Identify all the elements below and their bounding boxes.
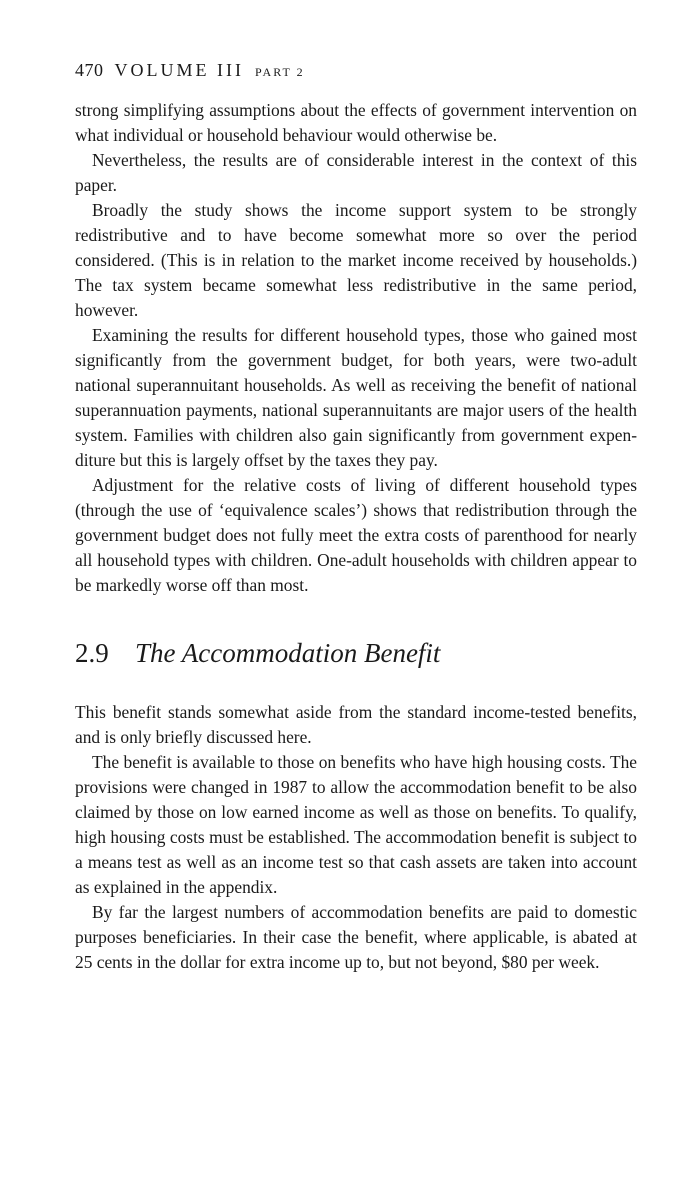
paragraph: The benefit is available to those on benefits who have high housing costs. The provisions were changed in 1987 to allow the accommodation benefit to be also claimed by those on low earned income as well as those on benefits. To qualify, high housing costs must be established. The accommodation benefit is subject to a means test as well as an income test so that cash assets are taken into account as explained in the appendix. [75, 752, 637, 897]
page-number: 470 [75, 60, 104, 80]
page [75, 58, 637, 975]
paragraph: Nevertheless, the results are of considerable interest in the context of this paper. [75, 150, 637, 195]
paragraph: Broadly the study shows the income support system to be strongly redistributive and to have become somewhat more so over the period considered. (This is in relation to the market income received by households.) The tax system became somewhat less redistributive in the same period, however. [75, 200, 637, 320]
volume-label: VOLUME III [114, 60, 244, 80]
paragraph: By far the largest numbers of accommodation benefits are paid to domestic purposes beneficiaries. In their case the benefit, where applicable, is abated at 25 cents in the dollar for extra income up to, but not beyond, $80 per week. [75, 902, 637, 972]
paragraph: Examining the results for different household types, those who gained most significantly from the government budget, for both years, were two-adult national superannuitant households. As well as receiving the benefit of national superannuation payments, national superannuitants are major users of the health system. Families with children also gain significantly from government expenditure but this is largely offset by the taxes they pay. [75, 325, 637, 470]
section-title: The Accommodation Benefit [135, 638, 441, 668]
part-label: PART 2 [254, 65, 305, 79]
paragraph: Adjustment for the relative costs of living of different household types (through the use of ‘equivalence scales’) shows that redistribution through the government budget does not fully meet the extra costs of parenthood for nearly all household types with children. One-adult households with children appear to be markedly worse off than most. [75, 475, 637, 595]
section-heading [75, 637, 637, 670]
section-number: 2.9 [75, 638, 109, 668]
paragraph: strong simplifying assumptions about the effects of government intervention on what individual or household behaviour would otherwise be. [75, 100, 637, 145]
running-head [75, 58, 637, 98]
paragraph: This benefit stands somewhat aside from the standard income-tested benefits, and is only briefly discussed here. [75, 702, 637, 747]
